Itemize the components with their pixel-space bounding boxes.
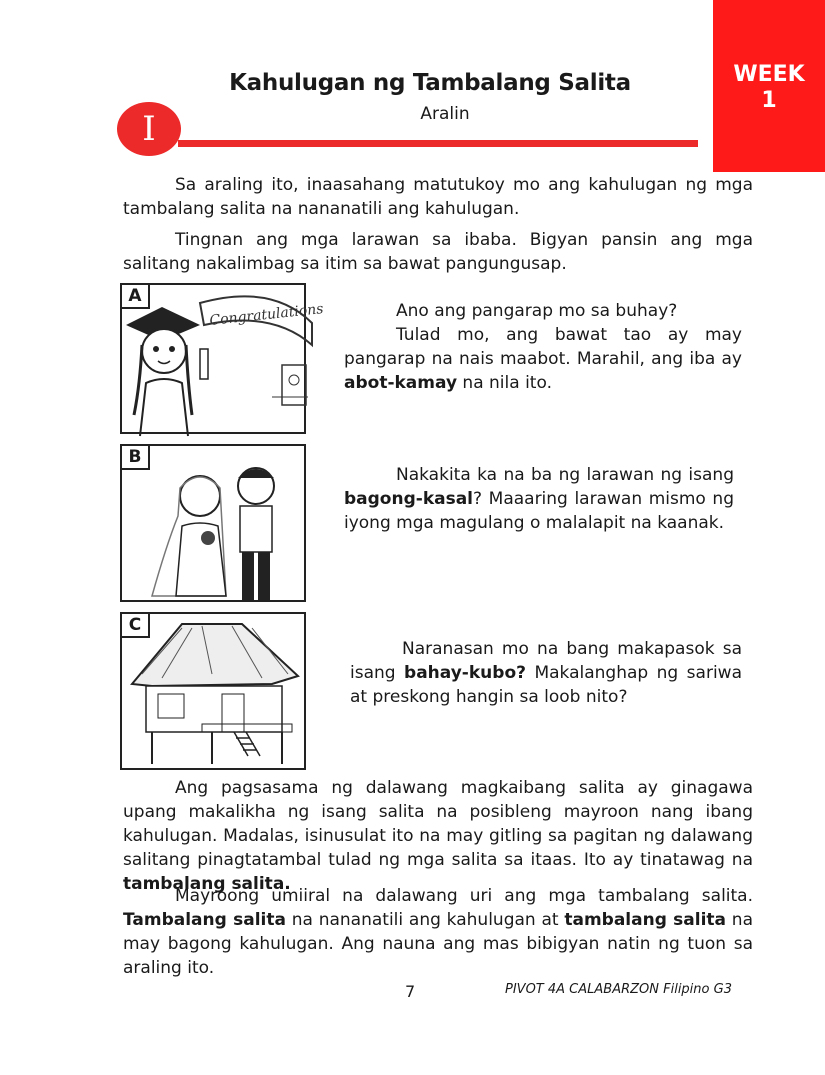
picture-panel-a: [120, 283, 325, 434]
keyword-bagong-kasal: bagong-kasal: [344, 489, 474, 509]
body-p2-end: na may bagong kahulugan. Ang nauna ang mas bibigyan natin ng tuon sa araling ito.: [123, 910, 753, 978]
keyword-tambalang-salita: tambalang salita.: [123, 874, 291, 894]
panel-label-a: A: [122, 285, 150, 309]
page-title: Kahulugan ng Tambalang Salita: [229, 70, 631, 96]
panel-c-text: [350, 637, 742, 709]
panel-a-question: Ano ang pangarap mo sa buhay?: [396, 301, 678, 321]
banner-text: Congratulations: [208, 301, 325, 329]
picture-panel-b: [120, 444, 306, 602]
keyword-bahay-kubo: bahay-kubo?: [404, 663, 526, 683]
body-paragraph-2: [123, 884, 753, 980]
intro-paragraph-1: Sa araling ito, inaasahang matutukoy mo ang kahulugan ng mga tambalang salita na nananatili ang kahulugan.: [123, 175, 753, 219]
panel-a-text: [344, 299, 742, 395]
picture-panel-c: [120, 612, 306, 770]
keyword-abot-kamay: abot-kamay: [344, 373, 458, 393]
panel-a-text-after: na nila ito.: [457, 373, 552, 393]
header-divider: [178, 140, 698, 147]
panel-label-c: C: [122, 614, 150, 638]
page-number: 7: [405, 982, 416, 1001]
intro-paragraph-2: Tingnan ang mga larawan sa ibaba. Bigyan pansin ang mga salitang nakalimbag sa itim sa bawat pangungusap.: [123, 230, 753, 274]
week-number: 1: [761, 88, 777, 113]
keyword-tambalang-salita-2: tambalang salita: [564, 910, 727, 930]
panel-a-text-before: Tulad mo, ang bawat tao ay may pangarap na nais maabot. Marahil, ang iba ay: [344, 325, 742, 369]
panel-c-text-after: Makalanghap ng sariwa at preskong hangin sa loob nito?: [350, 663, 742, 707]
panel-b-text: [344, 463, 734, 535]
page-subtitle: Aralin: [420, 104, 470, 124]
footer-source: PIVOT 4A CALABARZON Filipino G3: [505, 982, 732, 997]
body-p1-text: Ang pagsasama ng dalawang magkaibang salita ay ginagawa upang makalikha ng isang salita na posibleng mayroon nang ibang kahulugan. Madalas, isinusulat ito na may gitling sa pagitan ng dalawang salitang pinagtatambal tulad ng mga salita sa itaas. Ito ay tinatawag na: [123, 778, 753, 870]
panel-b-text-before: Nakakita ka na ba ng larawan ng isang: [396, 465, 734, 485]
panel-b-text-after: ? Maaaring larawan mismo ng iyong mga magulang o malalapit na kaanak.: [344, 489, 734, 533]
keyword-tambalang-salita-1: Tambalang salita: [123, 910, 286, 930]
week-label: WEEK: [733, 62, 805, 87]
body-p2-intro: Mayroong umiiral na dalawang uri ang mga tambalang salita.: [175, 886, 753, 906]
section-letter-badge: I: [117, 102, 181, 156]
body-paragraph-1: [123, 776, 753, 896]
panel-c-text-before: Naranasan mo na bang makapasok sa isang: [350, 639, 742, 683]
panel-label-b: B: [122, 446, 150, 470]
week-badge: [713, 0, 825, 172]
body-p2-mid: na nananatili ang kahulugan at: [285, 910, 565, 930]
